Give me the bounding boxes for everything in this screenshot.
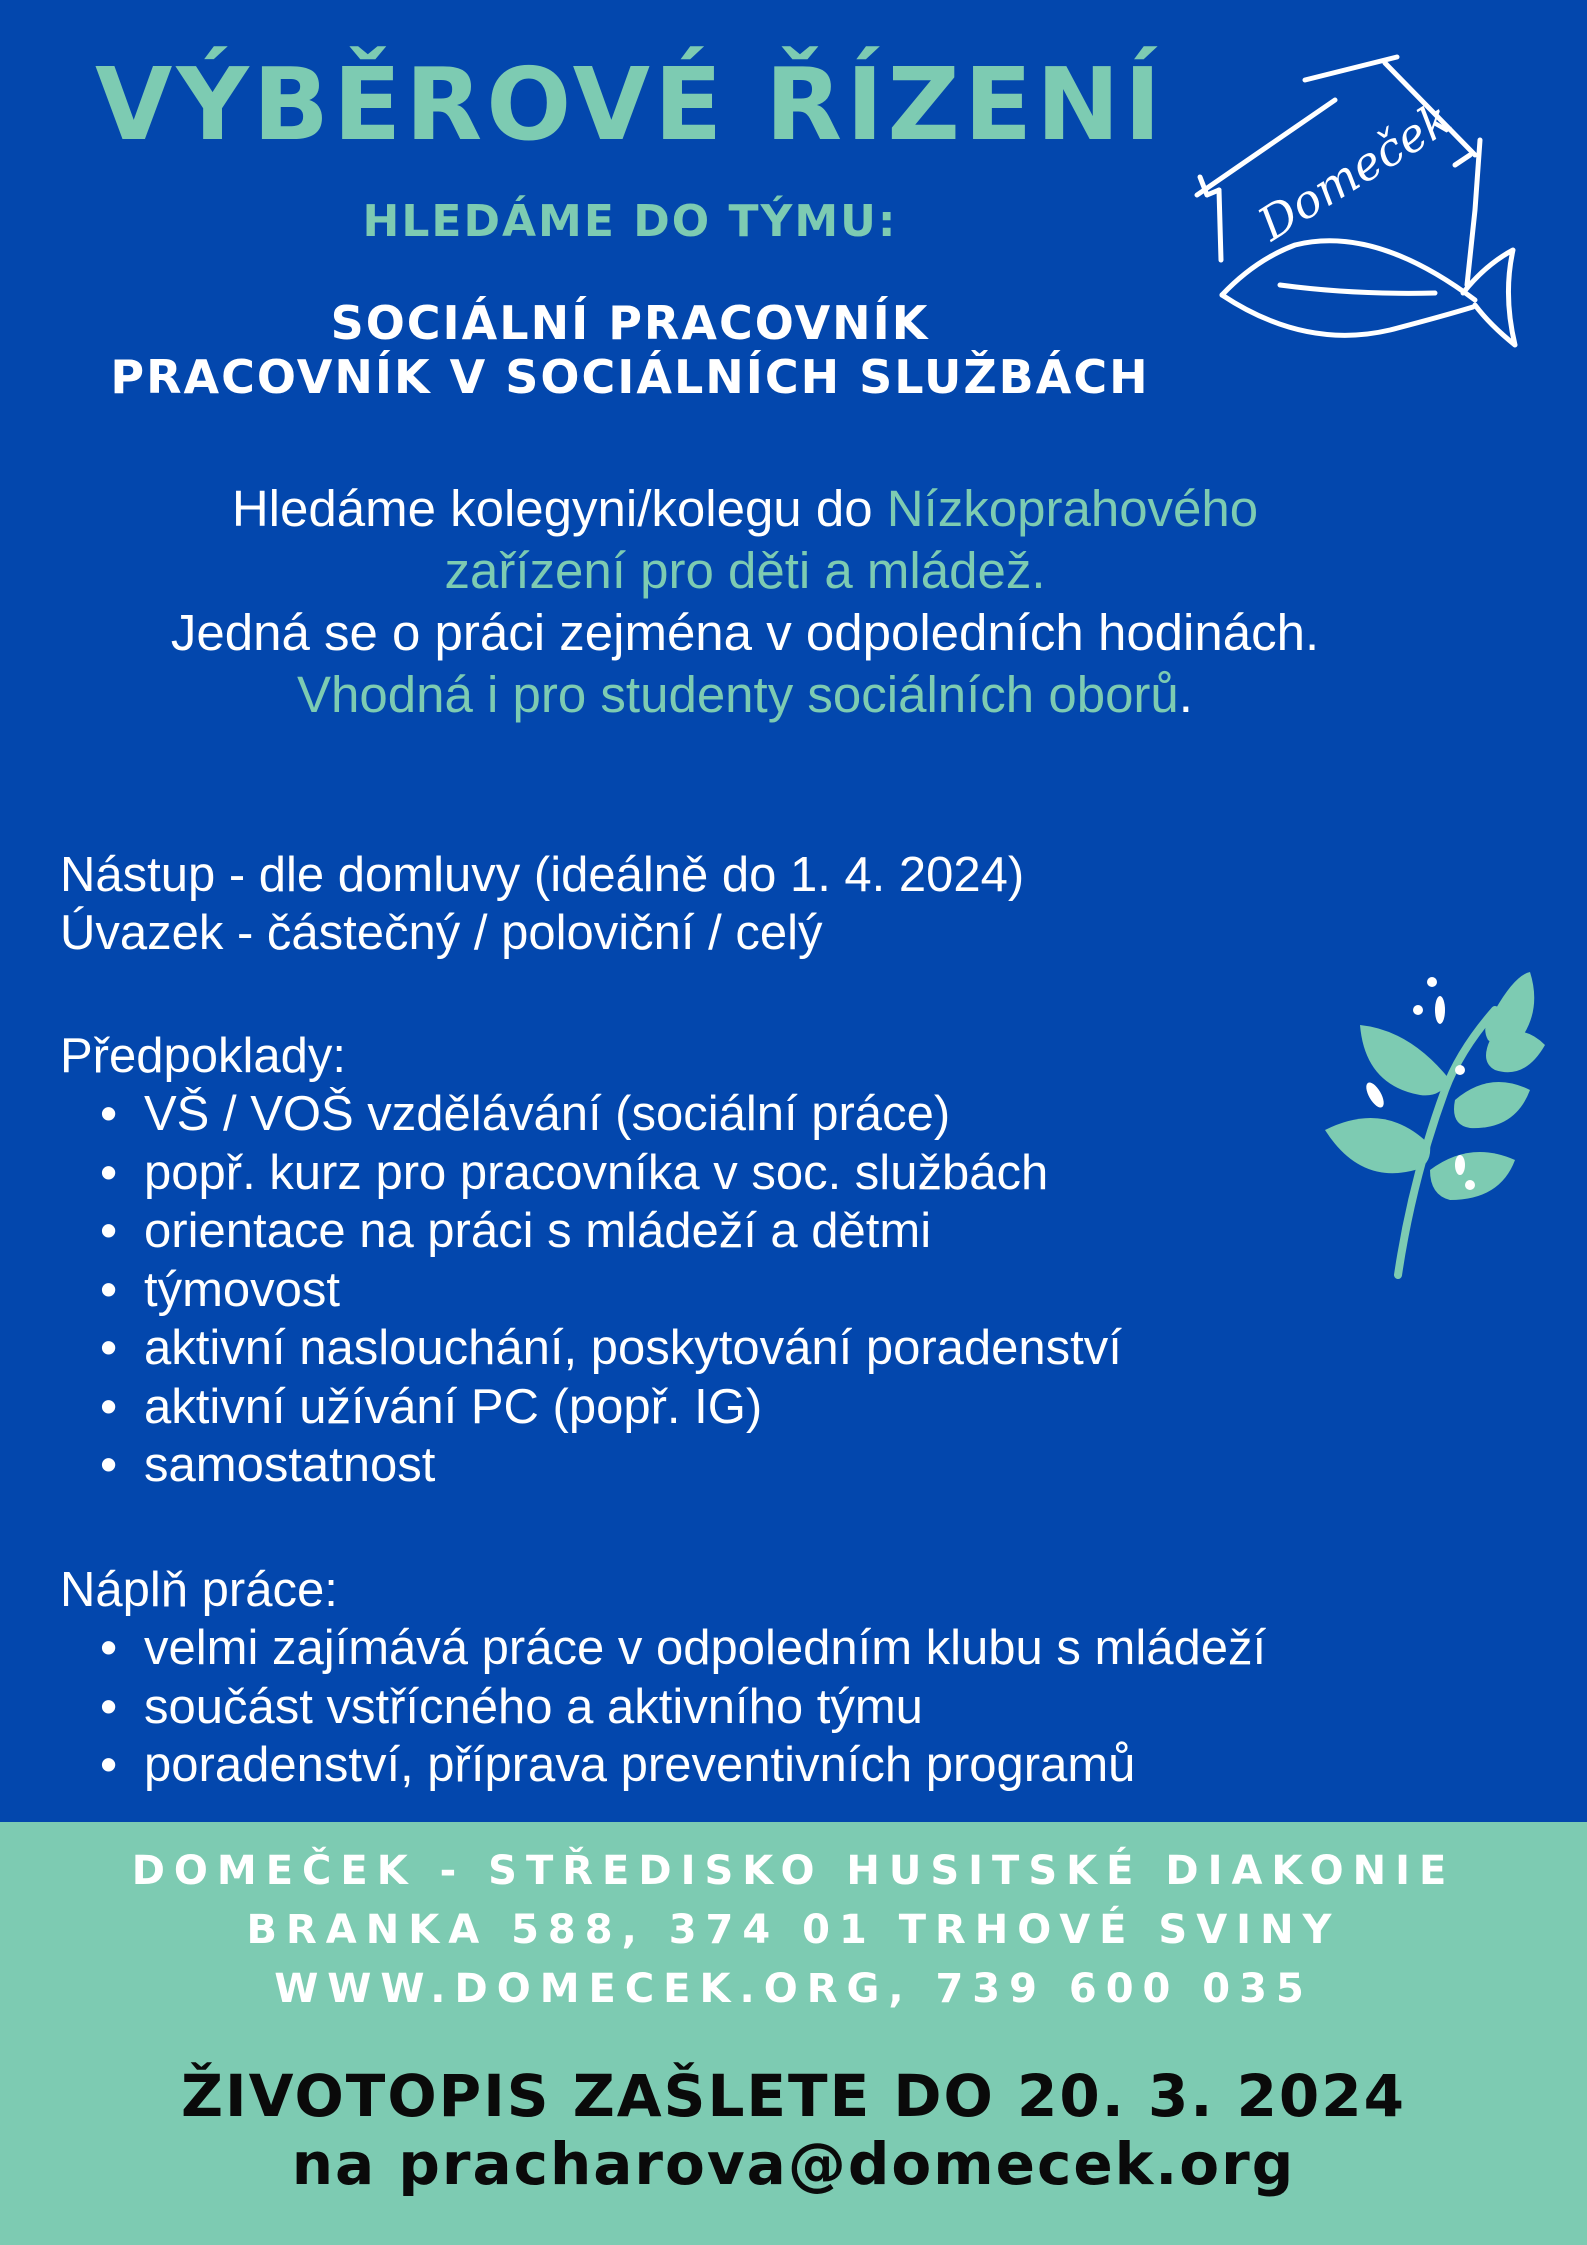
subtitle: HLEDÁME DO TÝMU: (362, 196, 898, 247)
list-item: • velmi zajímává práce v odpoledním klubu s mládeží (100, 1619, 1266, 1678)
list-item: • aktivní naslouchání, poskytování poradenství (100, 1319, 1122, 1378)
requirements-list (100, 1085, 1122, 1495)
intro-line-2: zařízení pro děti a mládež. (444, 542, 1046, 599)
application-call (0, 2062, 1587, 2198)
list-item: • samostatnost (100, 1436, 1122, 1495)
job-details (60, 846, 1024, 962)
job-content-heading: Náplň práce: (60, 1563, 338, 1617)
list-item: • aktivní užívání PC (popř. IG) (100, 1378, 1122, 1437)
list-item: • součást vstřícného a aktivního týmu (100, 1678, 1266, 1737)
intro-line-1-text: Hledáme kolegyni/kolegu do (231, 480, 887, 537)
start-date: Nástup - dle domluvy (ideálně do 1. 4. 2024) (60, 848, 1025, 902)
position-social-worker: SOCIÁLNÍ PRACOVNÍK (330, 296, 930, 350)
organization-address: BRANKA 588, 374 01 TRHOVÉ SVINY (246, 1907, 1341, 1953)
intro-line-1-highlight: Nízkoprahového (886, 480, 1259, 537)
list-item: • orientace na práci s mládeží a dětmi (100, 1202, 1122, 1261)
leaf-branch-icon (1320, 970, 1545, 1280)
house-fish-logo-icon (1185, 45, 1530, 365)
workload: Úvazek - částečný / poloviční / celý (60, 906, 823, 960)
footer (0, 1822, 1587, 2245)
list-item: • VŠ / VOŠ vzdělávání (sociální práce) (100, 1085, 1122, 1144)
intro-line-4-period: . (1178, 666, 1193, 723)
intro-line-4 (0, 664, 1490, 726)
positions-block (0, 296, 1260, 404)
intro-line-3: Jedná se o práci zejména v odpoledních hodinách. (170, 604, 1320, 661)
logo-text: Domeček (1248, 90, 1461, 252)
organization-info (0, 1842, 1587, 2019)
intro-line-1 (0, 478, 1490, 540)
page-title: VÝBĚROVÉ ŘÍZENÍ (94, 46, 1166, 163)
intro-text (0, 478, 1490, 726)
job-content-list (100, 1619, 1266, 1795)
requirements-heading: Předpoklady: (60, 1029, 347, 1083)
list-item: • týmovost (100, 1261, 1122, 1320)
application-email: na pracharova@domecek.org (291, 2130, 1296, 2198)
application-deadline: ŽIVOTOPIS ZAŠLETE DO 20. 3. 2024 (181, 2062, 1406, 2130)
list-item: • popř. kurz pro pracovníka v soc. službách (100, 1144, 1122, 1203)
list-item: • poradenství, příprava preventivních programů (100, 1736, 1266, 1795)
intro-line-4-highlight: Vhodná i pro studenty sociálních oborů (297, 666, 1179, 723)
organization-name: DOMEČEK - STŘEDISKO HUSITSKÉ DIAKONIE (131, 1848, 1456, 1894)
organization-contact: WWW.DOMECEK.ORG, 739 600 035 (274, 1966, 1313, 2012)
position-social-services-worker: PRACOVNÍK V SOCIÁLNÍCH SLUŽBÁCH (110, 350, 1150, 404)
